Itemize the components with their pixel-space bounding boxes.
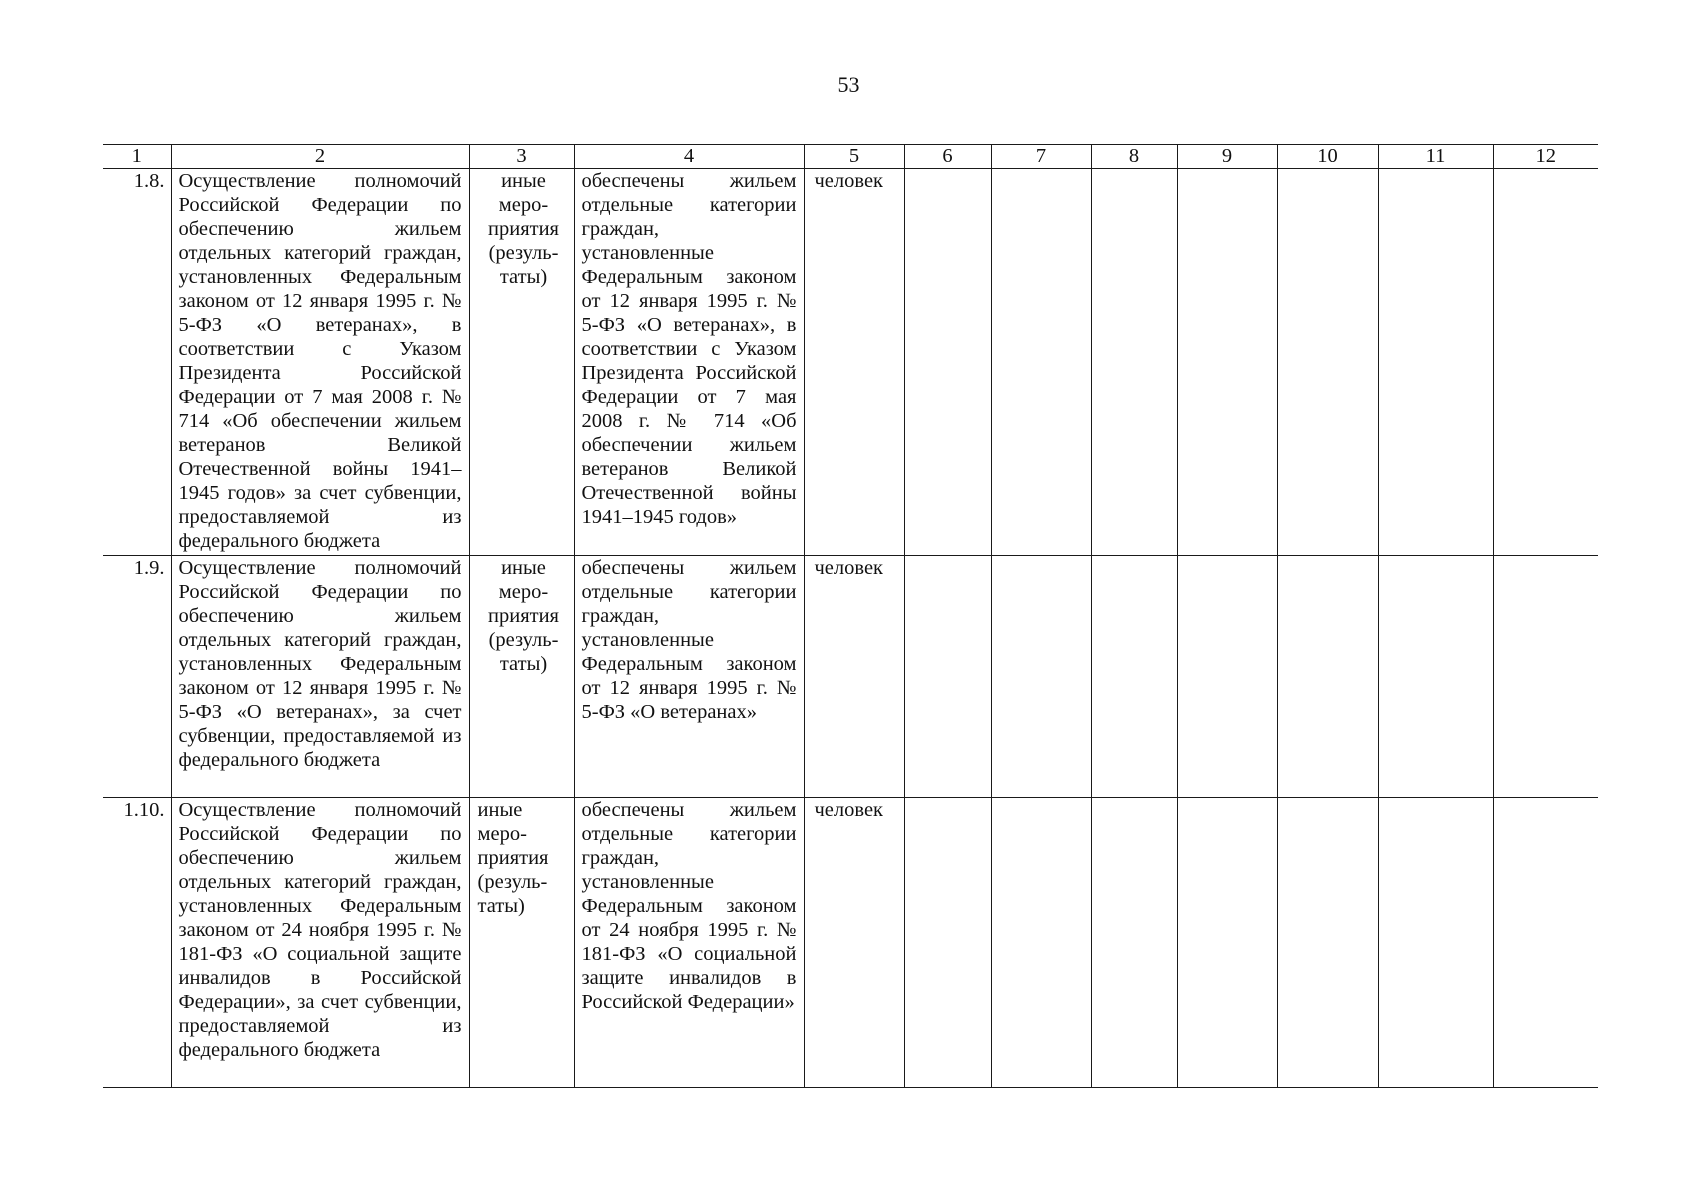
measure-type-line: приятия	[477, 847, 549, 869]
row-number: 1.10.	[103, 798, 171, 1088]
measure-result: обеспечены жильем отдельные категории граждан, установленные Федеральным законом от 12 января 1995 г. № 5-ФЗ «О ветеранах»	[574, 556, 804, 798]
measure-result: обеспечены жильем отдельные категории граждан, установленные Федеральным законом от 24 ноября 1995 г. № 181-ФЗ «О социальной защите инвалидов в Российской Федерации»	[574, 798, 804, 1088]
empty-cell	[1378, 798, 1493, 1088]
measure-type-line: меро-	[498, 581, 549, 603]
empty-cell	[1378, 169, 1493, 556]
empty-cell	[1378, 556, 1493, 798]
measure-description: Осуществление полномочий Российской Федерации по обеспечению жильем отдельных категорий граждан, установленных Федеральным законом от 12 января 1995 г. № 5-ФЗ «О ветеранах», за счет субвенции, предоставляемой из федерального бюджета	[171, 556, 469, 798]
empty-cell	[991, 798, 1091, 1088]
column-header: 8	[1091, 145, 1177, 169]
measure-type-line: таты)	[499, 266, 548, 288]
measure-description: Осуществление полномочий Российской Федерации по обеспечению жильем отдельных категорий граждан, установленных Федеральным законом от 24 ноября 1995 г. № 181-ФЗ «О социальной защите инвалидов в Российской Федерации», за счет субвенции, предоставляемой из федерального бюджета	[171, 798, 469, 1088]
empty-cell	[1277, 556, 1378, 798]
empty-cell	[1277, 798, 1378, 1088]
empty-cell	[904, 556, 991, 798]
empty-cell	[1091, 798, 1177, 1088]
column-header: 5	[804, 145, 904, 169]
measure-type-line: меро-	[498, 194, 549, 216]
empty-cell	[904, 169, 991, 556]
column-header: 1	[103, 145, 171, 169]
unit-of-measure: человек	[804, 169, 904, 556]
measure-type	[469, 169, 574, 556]
unit-of-measure: человек	[804, 556, 904, 798]
empty-cell	[1177, 556, 1277, 798]
table-header-row	[103, 145, 1598, 169]
empty-cell	[904, 798, 991, 1088]
table-row	[103, 798, 1598, 1088]
empty-cell	[1493, 169, 1598, 556]
column-header: 4	[574, 145, 804, 169]
row-number: 1.9.	[103, 556, 171, 798]
empty-cell	[1177, 798, 1277, 1088]
measure-type-line: иные	[501, 557, 546, 579]
row-number: 1.8.	[103, 169, 171, 556]
page-number: 53	[837, 72, 860, 97]
measure-result: обеспечены жильем отдельные категории граждан, установленные Федеральным законом от 12 января 1995 г. № 5-ФЗ «О ветеранах», в соответствии с Указом Президента Российской Федерации от 7 мая 2008 г. № 714 «Об обеспечении жильем ветеранов Великой Отечественной войны 1941–1945 годов»	[574, 169, 804, 556]
measure-type-line: приятия	[488, 218, 559, 240]
empty-cell	[1091, 169, 1177, 556]
measure-type-line: иные	[501, 170, 546, 192]
measure-type	[469, 556, 574, 798]
measure-type-line: приятия	[488, 605, 559, 627]
column-header: 2	[171, 145, 469, 169]
table-row	[103, 169, 1598, 556]
measure-type-line: таты)	[477, 895, 525, 917]
column-header: 11	[1378, 145, 1493, 169]
measure-type-line: (резуль-	[488, 242, 559, 264]
empty-cell	[991, 556, 1091, 798]
measure-type-line: (резуль-	[477, 871, 548, 893]
measure-type-line: меро-	[477, 823, 527, 845]
empty-cell	[1493, 798, 1598, 1088]
measure-type-line: иные	[477, 799, 523, 821]
column-header: 6	[904, 145, 991, 169]
empty-cell	[1493, 556, 1598, 798]
column-header: 7	[991, 145, 1091, 169]
empty-cell	[1177, 169, 1277, 556]
measure-type-line: (резуль-	[488, 629, 559, 651]
column-header: 3	[469, 145, 574, 169]
unit-of-measure: человек	[804, 798, 904, 1088]
table-row	[103, 556, 1598, 798]
column-header: 10	[1277, 145, 1378, 169]
empty-cell	[1091, 556, 1177, 798]
empty-cell	[1277, 169, 1378, 556]
column-header: 9	[1177, 145, 1277, 169]
measures-table	[103, 144, 1598, 1088]
measure-description: Осуществление полномочий Российской Федерации по обеспечению жильем отдельных категорий граждан, установленных Федеральным законом от 12 января 1995 г. № 5-ФЗ «О ветеранах», в соответствии с Указом Президента Российской Федерации от 7 мая 2008 г. № 714 «Об обеспечении жильем ветеранов Великой Отечественной войны 1941–1945 годов» за счет субвенции, предоставляемой из федерального бюджета	[171, 169, 469, 556]
column-header: 12	[1493, 145, 1598, 169]
measure-type	[469, 798, 574, 1088]
measure-type-line: таты)	[499, 653, 548, 675]
empty-cell	[991, 169, 1091, 556]
